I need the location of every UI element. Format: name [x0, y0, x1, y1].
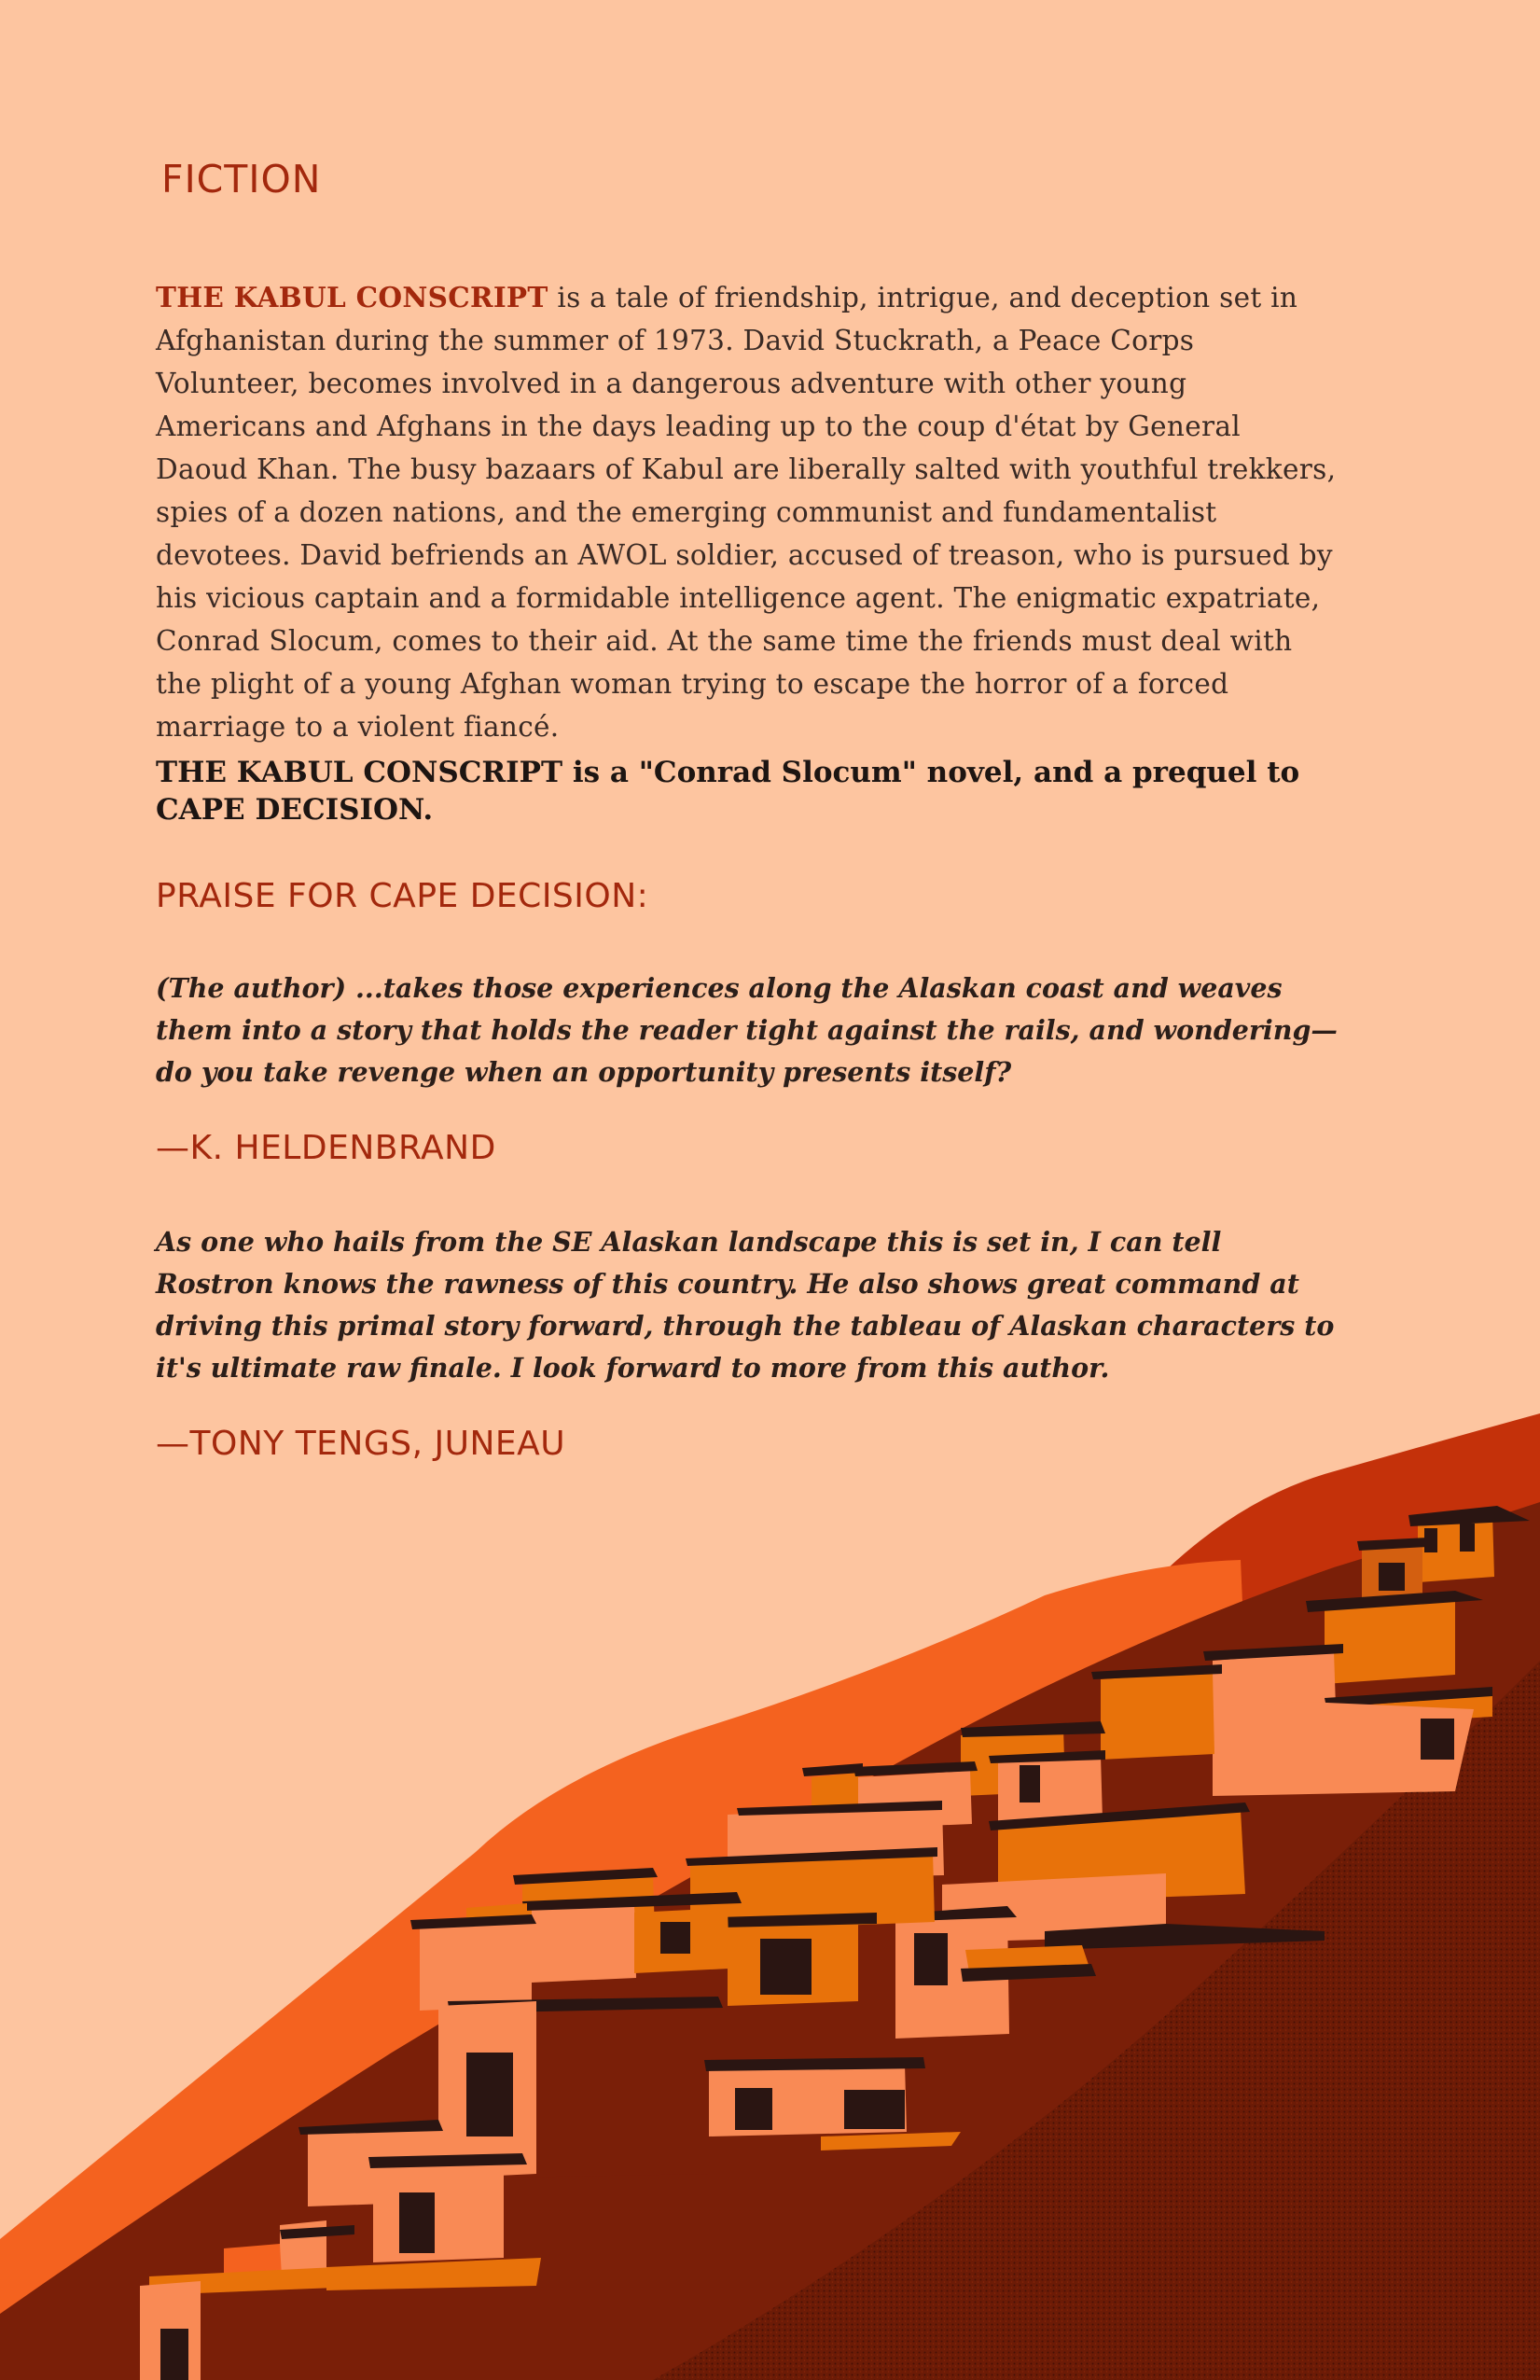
genre-heading: FICTION	[161, 157, 322, 202]
book-title: THE KABUL CONSCRIPT	[156, 281, 548, 313]
praise-heading: PRAISE FOR CAPE DECISION:	[156, 877, 649, 915]
review-attribution: —TONY TENGS, JUNEAU	[156, 1425, 566, 1463]
review-attribution: —K. HELDENBRAND	[156, 1129, 496, 1167]
review-quote: (The author) ...takes those experiences along the Alaskan coast and weaves them into a story that holds the reader tight against the rails, and wondering—do you take revenge when an opportunity presents itself?	[156, 972, 1338, 1088]
series-note: THE KABUL CONSCRIPT is a "Conrad Slocum" novel, and a prequel to CAPE DECISION.	[156, 756, 1300, 827]
description-text: is a tale of friendship, intrigue, and deception set in Afghanistan during the summer of 1973. David Stuckrath, a Peace Corps Volunteer, becomes involved in a dangerous adventure with other young Americans and Afghans in the days leading up to the coup d'état by General Daoud Khan. The busy bazaars of Kabul are liberally salted with youthful trekkers, spies of a dozen nations, and the emerging communist and fundamentalist devotees. David befriends an AWOL soldier, accused of treason, who is pursued by his vicious captain and a formidable intelligence agent. The enigmatic expatriate, Conrad Slocum, comes to their aid. At the same time the friends must deal with the plight of a young Afghan woman trying to escape the horror of a forced marriage to a violent fiancé.	[156, 282, 1337, 743]
review-quote: As one who hails from the SE Alaskan landscape this is set in, I can tell Rostron knows the rawness of this country. He also shows great command at driving this primal story forward, through the tableau of Alaskan characters to it's ultimate raw finale. I look forward to more from this author.	[156, 1226, 1335, 1384]
book-description	[156, 276, 1339, 748]
